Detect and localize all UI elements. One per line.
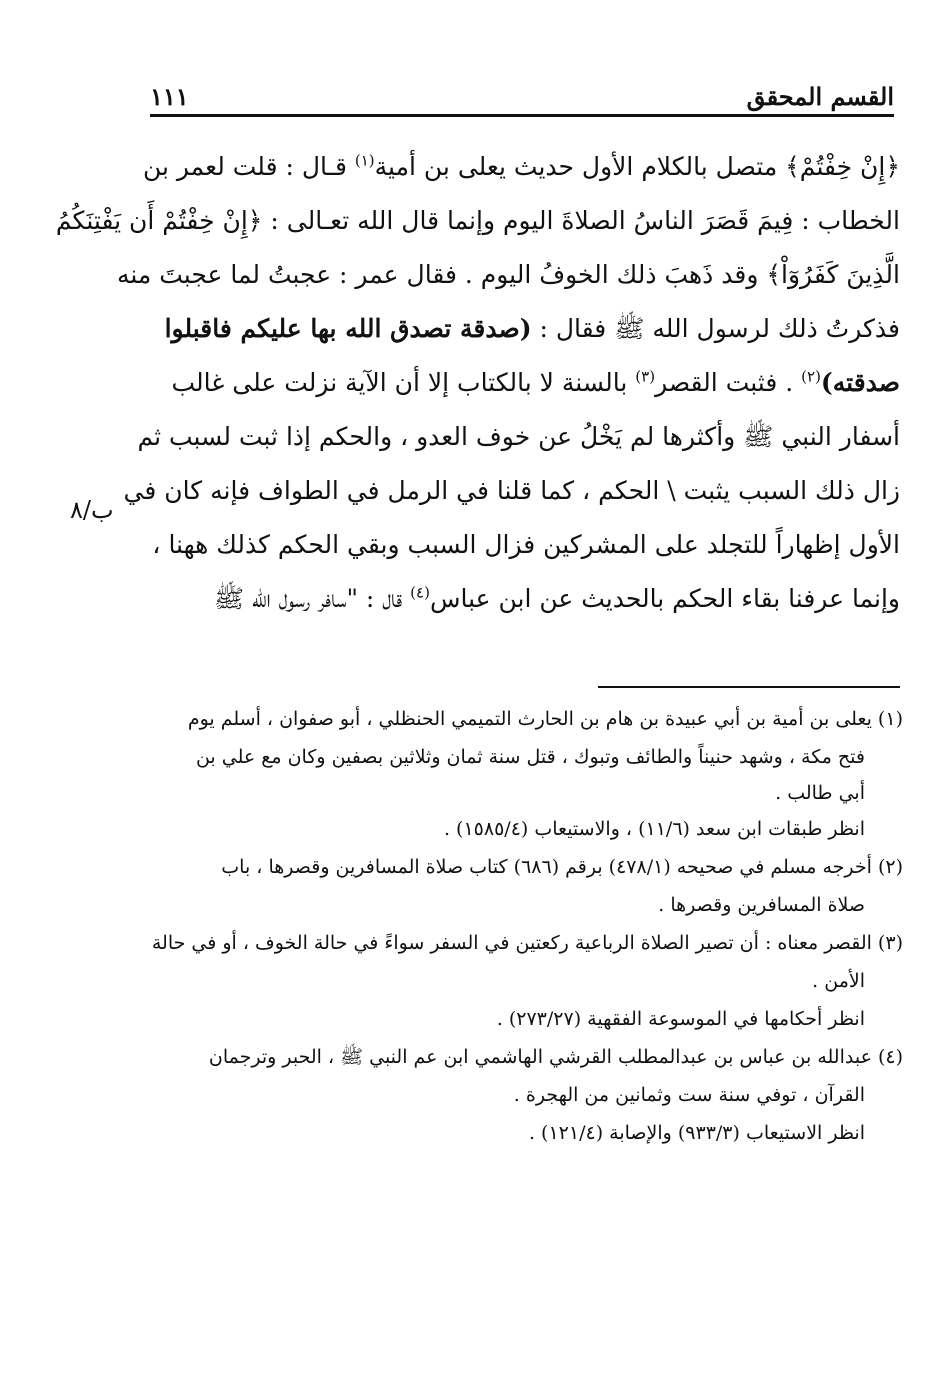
footnote-2-line-1: (٢) أخرجه مسلم في صحيحه (٤٧٨/١) برقم (٦٨٦) كتاب صلاة المسافرين وقصرها ، باب [221,856,903,878]
margin-folio-note: ب/٨ [70,496,114,524]
body-line-2: الخطاب : فِيمَ قَصَرَ الناسُ الصلاةَ اليوم وإنما قال الله تعـالى : ﴿إِنْ خِفْتُمْ أَن يَفْتِنَكُمُ [55,206,900,235]
body-line-3: الَّذِينَ كَفَرُوٓاْ﴾ وقد ذَهبَ ذلك الخوفُ اليوم . فقال عمر : عجبتُ لما عجبتَ منه [116,260,900,289]
body-line-7: زال ذلك السبب يثبت \ الحكم ، كما قلنا في الرمل في الطواف فإنه كان في [123,476,900,505]
footnote-3-line-1: (٣) القصر معناه : أن تصير الصلاة الرباعية ركعتين في السفر سواءً في حالة الخوف ، أو في حالة [151,932,903,954]
footnote-4-line-1: (٤) عبدالله بن عباس بن عبدالمطلب القرشي الهاشمي ابن عم النبي ﷺ ، الحبر وترجمان [208,1046,903,1068]
hadith-quote-end: صدقته) [820,368,900,397]
body-line-5: صدقته)$^{(٢)}$ . فثبت القصر$^{(٣)}$ بالسنة لا بالكتاب إلا أن الآية نزلت على غالب [171,367,900,397]
header-divider [150,114,894,117]
footnote-1-source: انظر طبقات ابن سعد (١١/٦) ، والاستيعاب (١٥٨٥/٤) . [443,818,865,840]
footnote-1-line-1: (١) يعلى بن أمية بن أبي عبيدة بن هام بن الحارث التميمي الحنظلي ، أبو صفوان ، أسلم يوم [187,708,903,730]
footnote-4-line-2: القرآن ، توفي سنة ست وثمانين من الهجرة . [513,1084,865,1106]
hadith-quote-start: (صدقة تصدق الله بها عليكم فاقبلوا [164,314,532,343]
footnote-divider [598,686,900,688]
body-line-1: ﴿إِنْ خِفْتُمْ﴾ متصل بالكلام الأول حديث يعلى بن أمية$^{(١)}$ قـال : قلت لعمر بن [142,151,900,181]
section-title: القسم المحقق [746,82,894,111]
body-line-9: وإنما عرفنا بقاء الحكم بالحديث عن ابن عباس$^{(٤)}$ قال : "سافر رسول الله ﷺ [213,583,900,613]
body-line-6: أسفار النبي ﷺ وأكثرها لم يَخْلُ عن خوف العدو ، والحكم إذا ثبت لسبب ثم [137,422,900,451]
page-header [150,78,894,114]
body-line-4: فذكرتُ ذلك لرسول الله ﷺ فقال : (صدقة تصدق الله بها عليكم فاقبلوا [164,314,900,343]
footnote-3-source: انظر أحكامها في الموسوعة الفقهية (٢٧٣/٢٧) . [496,1008,865,1030]
footnote-ref-2[interactable]: (٢) [801,367,821,386]
footnote-2-line-2: صلاة المسافرين وقصرها . [658,894,865,916]
footnote-3-line-2: الأمن . [812,970,865,992]
footnote-4-source: انظر الاستيعاب (٩٣٣/٣) والإصابة (١٢١/٤) . [528,1122,865,1144]
footnote-ref-3[interactable]: (٣) [635,367,656,386]
footnotes [151,700,903,1152]
footnote-1-line-3: أبي طالب . [775,782,865,804]
page-number: ١١١ [150,82,189,111]
body-line-8: الأول إظهاراً للتجلد على المشركين فزال السبب وبقي الحكم كذلك ههنا ، [152,530,900,559]
footnote-1-line-2: فتح مكة ، وشهد حنيناً والطائف وتبوك ، قتل سنة ثمان وثلاثين بصفين وكان مع علي بن [195,746,865,768]
footnote-ref-4[interactable]: (٤) [410,583,430,602]
footnote-ref-1[interactable]: (١) [354,151,375,170]
